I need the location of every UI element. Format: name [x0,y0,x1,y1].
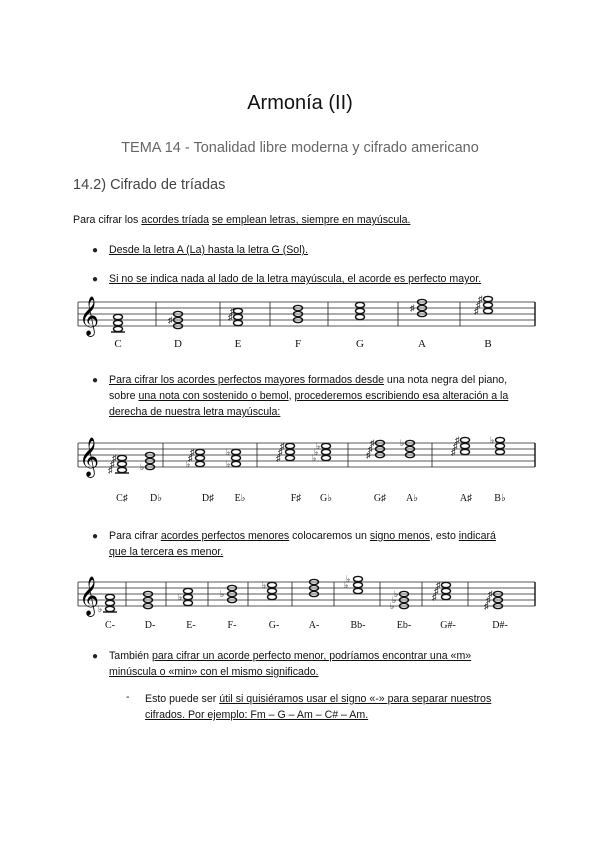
chord-label: D- [144,620,156,631]
bullet-1-text: Desde la letra A (La) hasta la letra G (Sol). [109,244,309,256]
svg-text:♯: ♯ [278,447,283,457]
staff-minor-chords [70,572,540,632]
chord-label: G♯ [373,493,387,504]
svg-text:♯: ♯ [112,453,117,463]
svg-text:♯: ♯ [110,459,115,469]
svg-text:♭: ♭ [98,604,103,614]
bullet-2-text: Si no se indica nada al lado de la letra mayúscula, el acorde es perfecto mayor. [109,273,482,285]
page-title: Armonía (II) [247,92,353,114]
section-heading: 14.2) Cifrado de tríadas [73,177,226,193]
b4-text-1: Para cifrar [109,530,161,542]
sub-text-1: Esto puede ser [145,693,220,705]
chord-label: D♭ [150,493,162,504]
chord-label: C- [105,620,115,631]
b3-text-3: , [288,390,295,402]
svg-text:♯: ♯ [276,453,281,463]
svg-text:♯: ♯ [436,580,441,590]
chord-label: B [484,338,492,350]
b4-underline-1: acordes perfectos menores [160,530,290,542]
svg-text:♯: ♯ [230,306,235,316]
svg-text:♯: ♯ [108,465,113,475]
b4-underline-2: signo menos [369,530,430,542]
svg-text:♯: ♯ [228,312,233,322]
svg-text:♭: ♭ [490,435,495,445]
svg-text:♯: ♯ [451,447,456,457]
svg-text:♯: ♯ [366,450,371,460]
svg-text:𝄞: 𝄞 [79,439,100,476]
page-subtitle: TEMA 14 - Tonalidad libre moderna y cifrado americano [121,140,479,156]
sub-underline-1: útil si quisiéramos usar el signo «-» para separar nuestros [219,693,492,705]
chord-label: D [174,338,182,350]
bullet-5-text [109,648,529,680]
svg-text:♭: ♭ [140,462,145,472]
svg-text:♭: ♭ [392,595,397,605]
b3-underline-2: una nota con sostenido o bemol [138,390,289,402]
b3-text-2: sobre [109,390,139,402]
svg-text:♯: ♯ [368,444,373,454]
chord-label: D♯ [201,493,215,504]
svg-text:♭: ♭ [390,601,395,611]
b5-underline-1: para cifrar un acorde perfecto menor, podríamos encontrar una «m» [152,650,472,662]
intro-paragraph [73,212,410,228]
svg-text:♭: ♭ [178,592,183,602]
svg-text:♭: ♭ [400,438,405,448]
chord-label: D#- [492,620,508,631]
svg-text:♯: ♯ [190,447,195,457]
chord-label: A♭ [406,493,418,504]
svg-text:♯: ♯ [484,601,489,611]
svg-text:♯: ♯ [476,300,481,310]
svg-text:♯: ♯ [488,589,493,599]
b3-underline-1: Para cifrar los acordes perfectos mayores formados desde [109,374,384,386]
b4-text-2: colocaremos un [289,530,370,542]
chord-label: G♭ [320,493,332,504]
svg-text:♯: ♯ [432,592,437,602]
svg-text:♭: ♭ [226,447,231,457]
b4-text-3: , esto [429,530,459,542]
svg-text:♭: ♭ [314,447,319,457]
svg-text:♯: ♯ [486,595,491,605]
bullet-3-text [109,372,529,420]
bullet-dot: ● [92,375,99,386]
chord-label: B♭ [494,493,506,504]
b4-underline-4: que la tercera es menor. [109,546,224,558]
chord-label: F [294,338,302,350]
svg-text:♯: ♯ [410,303,415,313]
svg-text:♯: ♯ [453,441,458,451]
sub-bullet-dash: - [126,691,130,703]
svg-text:♭: ♭ [220,589,225,599]
b3-underline-3: procederemos escribiendo esa alteración a la [294,390,509,402]
b5-text-1: También [109,650,152,662]
svg-text:♭: ♭ [226,459,231,469]
chord-label: F- [227,620,237,631]
bullet-dot: ● [92,651,99,662]
chord-label: C♯ [116,493,128,504]
chord-label: Eb- [396,620,412,631]
b4-underline-3: indicará [458,530,496,542]
b3-underline-4: derecha de nuestra letra mayúscula: [109,406,281,418]
svg-text:𝄞: 𝄞 [79,578,100,615]
bullet-dot: ● [92,274,99,285]
chord-label: F♯ [290,493,302,504]
bullet-dot: ● [92,531,99,542]
bullet-dot: ● [92,245,99,256]
chord-label: G#- [440,620,456,631]
svg-text:♯: ♯ [478,294,483,304]
staff-altered-major-chords [70,433,540,505]
svg-text:♭: ♭ [316,441,321,451]
chord-label: E♭ [234,493,246,504]
svg-text:♭: ♭ [344,580,349,590]
intro-underline-1: acordes tríada [141,214,210,226]
sub-underline-2: cifrados. Por ejemplo: Fm – G – Am – C# – Am. [145,709,369,721]
svg-text:♭: ♭ [346,574,351,584]
chord-label: G- [268,620,280,631]
svg-text:♭: ♭ [262,580,267,590]
svg-text:♯: ♯ [370,438,375,448]
svg-text:♭: ♭ [186,459,191,469]
bullet-4-text [109,528,529,560]
svg-text:♯: ♯ [168,315,173,325]
chord-label: A- [308,620,320,631]
b5-underline-2: minúscula o «min» con el mismo significado. [109,666,319,678]
sub-bullet-text [145,691,535,723]
staff-major-chords [70,294,540,354]
treble-clef-icon: 𝄞 [79,298,100,335]
svg-text:♭: ♭ [312,453,317,463]
chord-label: E [234,338,242,350]
b3-text-1: una nota negra del piano, [383,374,508,386]
chord-label: Bb- [350,620,366,631]
chord-label: A♯ [459,493,473,504]
intro-text-1: Para cifrar los [73,214,142,226]
svg-text:♯: ♯ [434,586,439,596]
chord-label: E- [186,620,196,631]
svg-text:♯: ♯ [280,441,285,451]
svg-text:♯: ♯ [188,453,193,463]
intro-underline-2: se emplean letras, siempre en mayúscula. [211,214,411,226]
svg-text:♯: ♯ [474,306,479,316]
chord-label: G [356,338,364,350]
svg-text:♯: ♯ [455,435,460,445]
svg-text:♭: ♭ [394,589,399,599]
chord-label: A [418,338,426,350]
chord-label: C [114,338,122,350]
